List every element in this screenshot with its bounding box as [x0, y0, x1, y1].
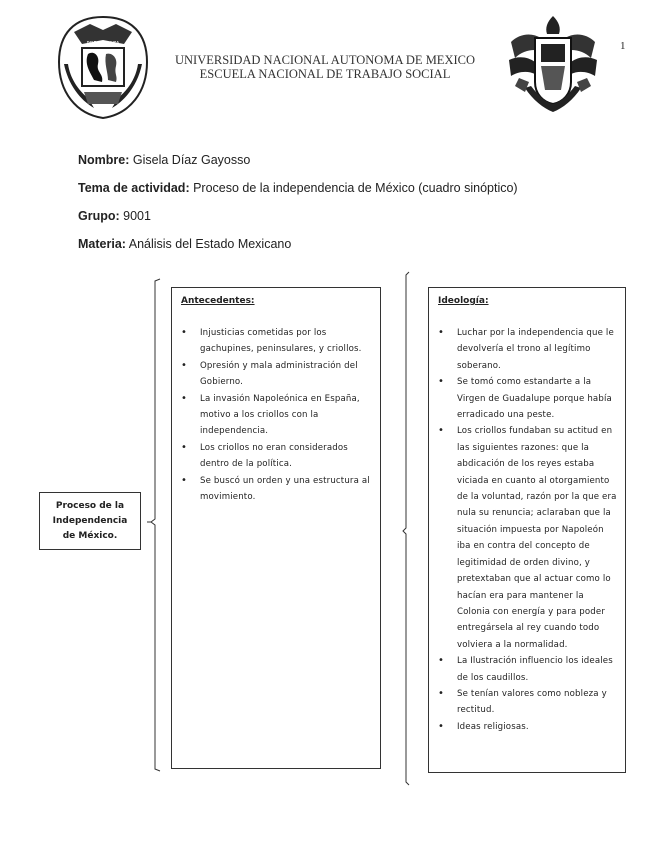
list-item: • Se buscó un orden y una estructura al movimiento. — [181, 473, 374, 506]
antecedentes-list — [181, 325, 374, 505]
root-line-3: de México. — [62, 530, 118, 541]
antecedentes-box — [171, 287, 381, 769]
tema-label: Tema de actividad: — [78, 181, 190, 195]
grupo-label: Grupo: — [78, 209, 120, 223]
antecedentes-heading: Antecedentes: — [181, 296, 255, 306]
header-school: ESCUELA NACIONAL DE TRABAJO SOCIAL — [199, 67, 451, 81]
list-item: • Opresión y mala administración del Gobierno. — [181, 358, 374, 391]
svg-text:POR MI RAZA: POR MI RAZA — [86, 41, 120, 47]
header-university: UNIVERSIDAD NACIONAL AUTONOMA DE MEXICO — [175, 53, 475, 67]
ideologia-box — [428, 287, 626, 773]
tema-value: Proceso de la independencia de México (cuadro sinóptico) — [193, 181, 518, 195]
nombre-value: Gisela Díaz Gayosso — [132, 153, 251, 167]
right-bracket — [403, 272, 409, 785]
list-item: • Ideas religiosas. — [438, 719, 619, 735]
list-item: • Luchar por la independencia que le devolvería el trono al legítimo soberano. — [438, 325, 619, 374]
root-line-1: Proceso de la — [55, 500, 125, 511]
ideologia-list — [438, 325, 619, 735]
list-item: • Los criollos fundaban su actitud en las siguientes razones: que la abdicación de los reyes estaba viciada en cuanto al otorgamiento de la voluntad, razón por la que era nula su renuncia; aclaraban que la situación impuesta por Napoleón iba en contra del concepto de legitimidad de orden divino, y pretextaban que al actuar como lo hacían era para mantener la Colonia con energía y para poder entregársela al rey cuando todo volviera a la normalidad. — [438, 423, 619, 653]
root-concept-box — [39, 492, 141, 550]
materia-value: Análisis del Estado Mexicano — [128, 237, 292, 251]
ideologia-heading: Ideología: — [438, 296, 489, 306]
list-item: • La invasión Napoleónica en España, motivo a los criollos con la independencia. — [181, 391, 374, 440]
left-bracket — [151, 279, 160, 771]
list-item: • Los criollos no eran considerados dentro de la política. — [181, 440, 374, 473]
nombre-label: Nombre: — [78, 153, 130, 167]
list-item: • La Ilustración influencio los ideales de los caudillos. — [438, 653, 619, 686]
materia-label: Materia: — [78, 237, 126, 251]
list-item: • Se tomó como estandarte a la Virgen de Guadalupe porque había erradicado una peste. — [438, 374, 619, 423]
list-item: • Se tenían valores como nobleza y rectitud. — [438, 686, 619, 719]
list-item: • Injusticias cometidas por los gachupines, peninsulares, y criollos. — [181, 325, 374, 358]
root-line-2: Independencia — [52, 515, 128, 526]
grupo-value: 9001 — [123, 209, 151, 223]
page-number: 1 — [620, 40, 626, 52]
